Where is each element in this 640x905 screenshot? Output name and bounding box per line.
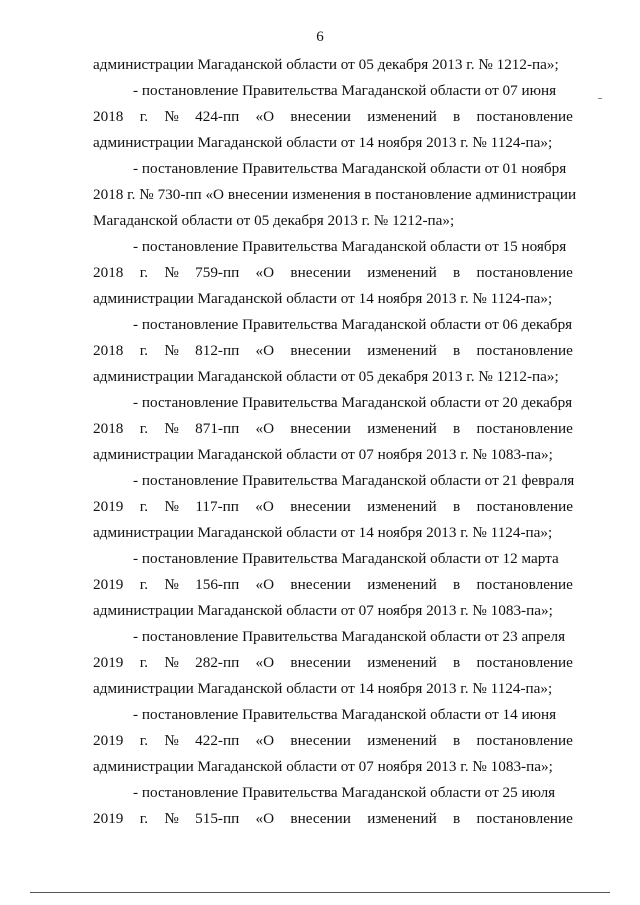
line-word: 759-пп	[195, 264, 240, 281]
line-word: 2019	[93, 498, 124, 515]
line-word: в	[453, 498, 461, 515]
line-word: в	[453, 654, 461, 671]
document-line: администрации Магаданской области от 14 ноября 2013 г. № 1124-па»;	[93, 680, 553, 697]
line-word: «О	[255, 264, 275, 281]
line-word: «О	[255, 810, 275, 827]
document-line-justified	[93, 104, 573, 130]
line-word: №	[164, 108, 179, 125]
line-word: изменений	[367, 108, 437, 125]
document-line: администрации Магаданской области от 05 декабря 2013 г. № 1212-па»;	[93, 56, 559, 73]
document-line: администрации Магаданской области от 14 ноября 2013 г. № 1124-па»;	[93, 524, 553, 541]
line-word: изменений	[367, 498, 437, 515]
line-word: 282-пп	[195, 654, 240, 671]
line-word: постановление	[476, 732, 573, 749]
line-word: 424-пп	[195, 108, 240, 125]
line-word: постановление	[476, 498, 573, 515]
document-line-item-start: - постановление Правительства Магаданской области от 07 июня	[133, 82, 557, 99]
line-word: №	[164, 654, 179, 671]
line-word: постановление	[476, 342, 573, 359]
line-word: изменений	[367, 654, 437, 671]
line-word: №	[164, 342, 179, 359]
line-word: №	[164, 264, 179, 281]
line-word: 422-пп	[195, 732, 240, 749]
document-line-item-start: - постановление Правительства Магаданской области от 12 марта	[133, 550, 559, 567]
line-word: 156-пп	[195, 576, 240, 593]
line-word: внесении	[290, 576, 351, 593]
line-word: постановление	[476, 810, 573, 827]
line-word: 117-пп	[195, 498, 239, 515]
document-line-item-start: - постановление Правительства Магаданской области от 14 июня	[133, 706, 557, 723]
line-word: внесении	[290, 264, 351, 281]
document-line-justified	[93, 572, 573, 598]
line-word: внесении	[290, 342, 351, 359]
line-word: постановление	[476, 576, 573, 593]
line-word: в	[453, 576, 461, 593]
document-line: администрации Магаданской области от 14 ноября 2013 г. № 1124-па»;	[93, 290, 553, 307]
line-word: г.	[139, 576, 148, 593]
document-line-item-start: - постановление Правительства Магаданской области от 20 декабря	[133, 394, 573, 411]
line-word: внесении	[290, 108, 351, 125]
line-word: 2019	[93, 810, 124, 827]
document-line-justified	[93, 728, 573, 754]
line-word: в	[453, 108, 461, 125]
document-line-item-start: - постановление Правительства Магаданской области от 21 февраля	[133, 472, 575, 489]
line-word: 2019	[93, 576, 124, 593]
line-word: «О	[255, 420, 275, 437]
line-word: внесении	[290, 654, 351, 671]
scan-margin-mark	[598, 98, 602, 99]
document-line-item-start: - постановление Правительства Магаданской области от 15 ноября	[133, 238, 567, 255]
line-word: внесении	[290, 810, 351, 827]
line-word: изменений	[367, 732, 437, 749]
document-line-item-start: - постановление Правительства Магаданской области от 25 июля	[133, 784, 556, 801]
line-word: г.	[139, 810, 148, 827]
line-word: №	[164, 498, 179, 515]
line-word: 2018	[93, 264, 124, 281]
line-word: «О	[255, 498, 274, 515]
line-word: №	[164, 810, 179, 827]
document-line: администрации Магаданской области от 07 ноября 2013 г. № 1083-па»;	[93, 602, 553, 619]
document-line: Магаданской области от 05 декабря 2013 г. № 1212-па»;	[93, 212, 455, 229]
document-line: администрации Магаданской области от 07 ноября 2013 г. № 1083-па»;	[93, 758, 553, 775]
line-word: 2018	[93, 108, 124, 125]
line-word: «О	[255, 342, 275, 359]
line-word: г.	[139, 342, 148, 359]
line-word: «О	[255, 108, 275, 125]
document-line-justified	[93, 806, 573, 832]
document-line-justified	[93, 494, 573, 520]
document-line: администрации Магаданской области от 07 ноября 2013 г. № 1083-па»;	[93, 446, 553, 463]
line-word: постановление	[476, 264, 573, 281]
document-line-justified	[93, 260, 573, 286]
document-line-item-start: - постановление Правительства Магаданской области от 01 ноября	[133, 160, 567, 177]
line-word: г.	[139, 498, 149, 515]
line-word: г.	[139, 654, 148, 671]
line-word: внесении	[290, 498, 351, 515]
page-number: 6	[316, 29, 324, 45]
document-line: администрации Магаданской области от 05 декабря 2013 г. № 1212-па»;	[93, 368, 559, 385]
document-line-item-start: - постановление Правительства Магаданской области от 06 декабря	[133, 316, 573, 333]
line-word: 871-пп	[195, 420, 240, 437]
line-word: изменений	[367, 264, 437, 281]
line-word: №	[164, 576, 179, 593]
document-line: администрации Магаданской области от 14 ноября 2013 г. № 1124-па»;	[93, 134, 553, 151]
line-word: 2018	[93, 420, 124, 437]
line-word: 812-пп	[195, 342, 240, 359]
line-word: изменений	[367, 420, 437, 437]
line-word: №	[164, 732, 179, 749]
line-word: постановление	[476, 654, 573, 671]
line-word: изменений	[367, 810, 437, 827]
document-line-justified	[93, 338, 573, 364]
line-word: в	[453, 420, 461, 437]
line-word: 2018	[93, 342, 124, 359]
line-word: г.	[139, 420, 148, 437]
line-word: изменений	[367, 576, 437, 593]
line-word: 2019	[93, 732, 124, 749]
line-word: изменений	[367, 342, 437, 359]
page-bottom-rule	[30, 892, 610, 893]
line-word: г.	[139, 732, 148, 749]
line-word: г.	[139, 108, 148, 125]
line-word: 2019	[93, 654, 124, 671]
document-line: 2018 г. № 730-пп «О внесении изменения в постановление администрации	[93, 186, 577, 203]
line-word: в	[453, 264, 461, 281]
line-word: «О	[255, 732, 275, 749]
line-word: в	[453, 342, 461, 359]
line-word: в	[453, 810, 461, 827]
document-line-justified	[93, 650, 573, 676]
line-word: постановление	[476, 108, 573, 125]
document-line-justified	[93, 416, 573, 442]
document-line-item-start: - постановление Правительства Магаданской области от 23 апреля	[133, 628, 566, 645]
line-word: «О	[255, 654, 275, 671]
line-word: внесении	[290, 732, 351, 749]
document-body	[93, 52, 577, 832]
line-word: г.	[139, 264, 148, 281]
line-word: №	[164, 420, 179, 437]
line-word: 515-пп	[195, 810, 240, 827]
line-word: внесении	[290, 420, 351, 437]
line-word: постановление	[476, 420, 573, 437]
line-word: «О	[255, 576, 275, 593]
line-word: в	[453, 732, 461, 749]
